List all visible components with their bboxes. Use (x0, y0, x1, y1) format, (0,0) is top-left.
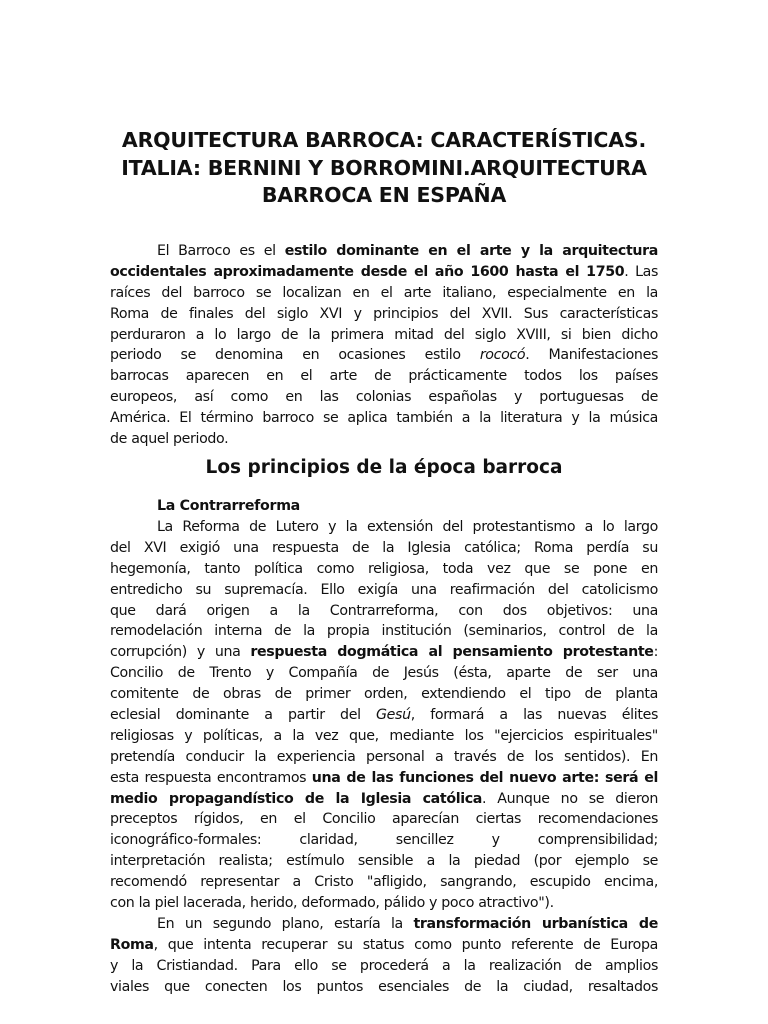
text-line: La Reforma de Lutero y la extensión del protestantismo a lo largo (157, 519, 658, 535)
text-line: Roma de finales del siglo XVI y principios del XVII. Sus características (110, 305, 658, 322)
text-line: interpretación realista; estímulo sensible a la piedad (por ejemplo se (110, 853, 658, 870)
text-line: occidentales aproximadamente desde el año 1600 hasta el 1750. Las (110, 263, 659, 280)
text-line: En un segundo plano, estaría la transformación urbanística de (157, 915, 658, 932)
text-line: raíces del barroco se localizan en el arte italiano, especialmente en la (110, 284, 658, 301)
intro-paragraph (110, 241, 658, 450)
text-line: y la Cristiandad. Para ello se procederá a la realización de amplios (110, 957, 658, 974)
text-line: religiosas y políticas, a la vez que, mediante los "ejercicios espirituales" (110, 727, 658, 744)
title-line: ARQUITECTURA BARROCA: CARACTERÍSTICAS. (121, 128, 647, 152)
text-line: europeos, así como en las colonias españolas y portuguesas de (110, 389, 658, 406)
text-line: de aquel periodo. (110, 431, 229, 448)
text-line: América. El término barroco se aplica también a la literatura y la música (110, 410, 658, 427)
text-line: del XVI exigió una respuesta de la Iglesia católica; Roma perdía su (110, 539, 658, 556)
text-line: medio propagandístico de la Iglesia católica. Aunque no se dieron (110, 790, 659, 807)
section-heading: Los principios de la época barroca (205, 457, 563, 478)
text-line: pretendía conducir la experiencia personal a través de los sentidos). En (110, 748, 658, 765)
body-paragraphs (110, 517, 658, 997)
text-line: remodelación interna de la propia institución (seminarios, control de la (110, 623, 658, 640)
text-line: entredicho su supremacía. Ello exigía una reafirmación del catolicismo (110, 581, 658, 598)
text-line: que dará origen a la Contrarreforma, con dos objetivos: una (110, 602, 658, 619)
text-line: corrupción) y una respuesta dogmática al pensamiento protestante: (110, 644, 658, 661)
text-line: El Barroco es el estilo dominante en el arte y la arquitectura (157, 243, 658, 259)
text-line: perduraron a lo largo de la primera mitad del siglo XVIII, si bien dicho (110, 326, 658, 343)
text-line: barrocas aparecen en el arte de prácticamente todos los países (110, 368, 658, 385)
title-line: ITALIA: BERNINI Y BORROMINI.ARQUITECTURA (121, 155, 647, 180)
text-line: hegemonía, tanto política como religiosa, toda vez que se pone en (110, 560, 658, 577)
document-title (110, 127, 658, 210)
text-line: periodo se denomina en ocasiones estilo rococó. Manifestaciones (110, 347, 658, 364)
text-line: recomendó representar a Cristo "afligido, sangrando, escupido encima, (110, 874, 658, 891)
text-line: comitente de obras de primer orden, extendiendo el tipo de planta (110, 686, 658, 703)
text-line: con la piel lacerada, herido, deformado, pálido y poco atractivo"). (110, 895, 554, 912)
text-line: esta respuesta encontramos una de las funciones del nuevo arte: será el (110, 769, 658, 786)
text-line: viales que conecten los puntos esenciales de la ciudad, resaltados (110, 978, 658, 995)
subheading: La Contrarreforma (157, 498, 300, 514)
text-line: iconográfico-formales: claridad, sencillez y comprensibilidad; (110, 832, 658, 849)
text-line: Concilio de Trento y Compañía de Jesús (ésta, aparte de ser una (110, 665, 658, 682)
text-line: preceptos rígidos, en el Concilio aparecían ciertas recomendaciones (110, 811, 658, 828)
text-line: eclesial dominante a partir del Gesú, formará a las nuevas élites (110, 707, 658, 724)
title-line: BARROCA EN ESPAÑA (261, 183, 507, 207)
text-line: Roma, que intenta recuperar su status como punto referente de Europa (110, 936, 658, 953)
